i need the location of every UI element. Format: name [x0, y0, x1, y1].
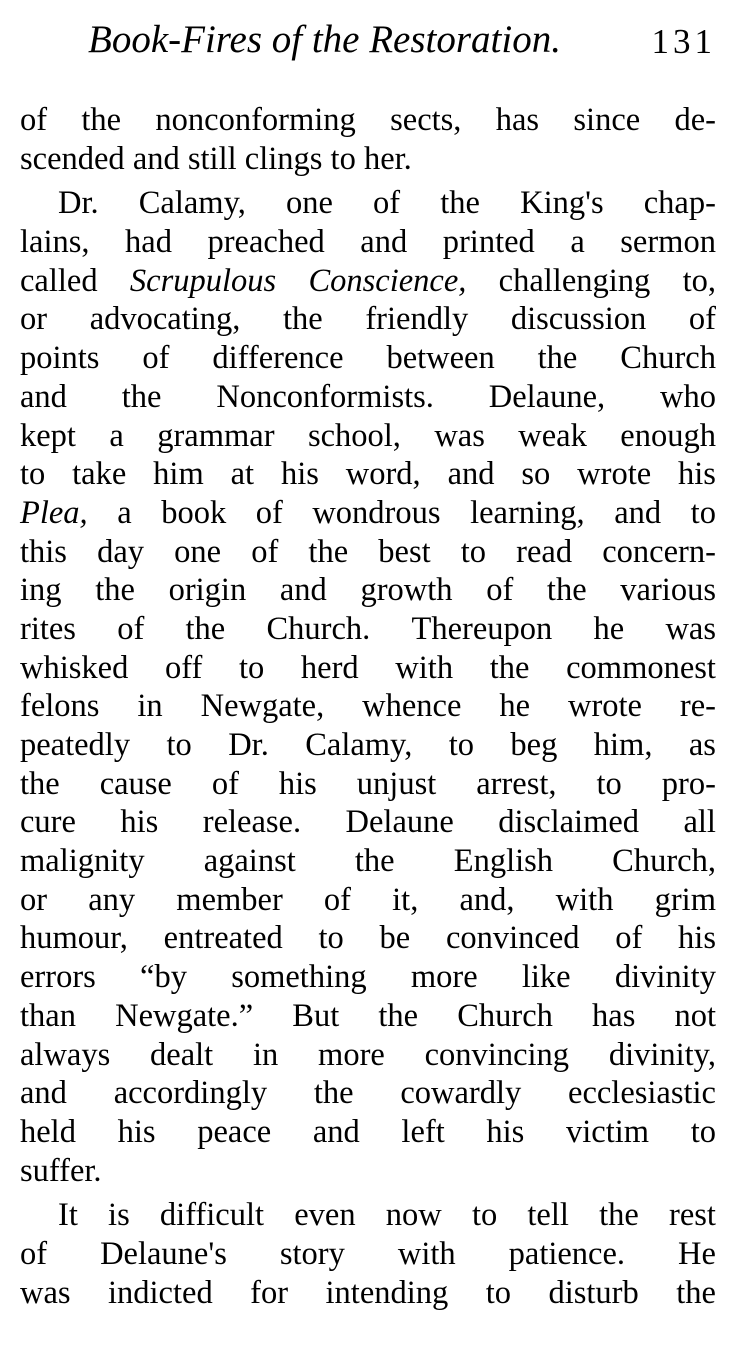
word: grammar: [157, 417, 275, 454]
word: Newgate,: [200, 688, 325, 725]
word: any: [88, 881, 136, 918]
word: convinced: [445, 920, 580, 957]
word: him,: [593, 727, 653, 763]
word: was: [434, 417, 485, 454]
word: difficult: [159, 1197, 265, 1234]
word: his: [278, 765, 317, 802]
word: one: [174, 533, 222, 570]
text-line: [20, 1235, 716, 1274]
word: best: [378, 533, 431, 570]
word: read: [516, 533, 573, 570]
word: has: [495, 102, 540, 138]
word: against: [203, 843, 296, 880]
word: of: [20, 102, 48, 138]
word: in: [252, 1036, 279, 1073]
word: the: [313, 1075, 354, 1112]
word: for: [250, 1274, 289, 1311]
text-line: [20, 101, 716, 140]
word: the: [20, 765, 60, 802]
paragraph: [20, 184, 716, 1190]
word: a: [570, 224, 585, 261]
text-line: [20, 378, 716, 417]
word: humour,: [20, 920, 128, 957]
word: and: [360, 224, 408, 261]
word: ecclesiastic: [568, 1075, 716, 1112]
word: of: [255, 494, 283, 531]
text-line: [20, 417, 716, 456]
word: always: [20, 1036, 111, 1073]
word: to: [596, 765, 622, 802]
word: to: [166, 727, 192, 763]
word: de-: [674, 102, 716, 138]
word: grim: [654, 881, 716, 918]
word: in: [137, 688, 163, 725]
word: to: [20, 456, 46, 493]
word: was: [20, 1274, 71, 1311]
text-line: [20, 803, 716, 842]
word: his: [678, 456, 716, 493]
word: tell: [527, 1197, 569, 1234]
word: to,: [682, 262, 716, 299]
word: be: [379, 920, 411, 957]
word: whisked: [20, 649, 129, 686]
word: Scrupulous: [129, 262, 277, 299]
word: the: [537, 340, 578, 377]
text-line: [20, 765, 716, 804]
word: the: [185, 610, 226, 647]
word: suffer.: [20, 1152, 102, 1189]
word: to: [448, 727, 475, 763]
word: indicted: [108, 1274, 213, 1311]
word: Newgate.”: [115, 997, 254, 1034]
word: enough: [620, 417, 716, 454]
word: various: [620, 572, 716, 609]
word: a: [109, 417, 124, 454]
word: who: [660, 378, 716, 415]
word: member: [176, 881, 283, 918]
word: of: [142, 340, 170, 377]
word: still: [187, 140, 237, 177]
word: sects,: [390, 102, 462, 138]
word: the: [599, 1197, 639, 1234]
word: and: [447, 456, 495, 493]
word: beg: [510, 727, 558, 763]
text-line: [20, 184, 716, 223]
word: rest: [669, 1197, 716, 1234]
text-line: [20, 1274, 716, 1313]
text-line: [20, 455, 716, 494]
word: than: [20, 997, 76, 1034]
word: friendly: [365, 301, 469, 338]
word: to: [471, 1197, 498, 1234]
word: word,: [345, 456, 421, 493]
text-line: [20, 958, 716, 997]
word: of: [251, 533, 279, 570]
word: concern-: [602, 533, 716, 570]
word: divinity: [614, 959, 716, 996]
word: herd: [300, 649, 359, 686]
word: book: [161, 494, 227, 531]
word: the: [676, 1274, 716, 1311]
word: cure: [20, 804, 76, 841]
word: more: [410, 959, 478, 996]
word: accordingly: [113, 1075, 268, 1112]
word: Delaune's: [100, 1235, 227, 1272]
word: peace: [197, 1113, 272, 1150]
text-line: [20, 842, 716, 881]
word: and: [279, 572, 327, 609]
word: like: [521, 959, 571, 996]
word: even: [294, 1197, 356, 1234]
word: and: [312, 1113, 360, 1150]
word: Plea,: [20, 494, 88, 531]
word: school,: [307, 417, 401, 454]
word: points: [20, 340, 100, 377]
word: learning,: [470, 494, 585, 531]
word: victim: [565, 1113, 650, 1150]
word: with: [395, 649, 454, 686]
page-number: 131: [651, 22, 716, 61]
text-line: [20, 140, 716, 179]
word: kept: [20, 417, 76, 454]
word: to: [460, 533, 487, 570]
word: Church: [457, 997, 553, 1034]
word: the: [354, 843, 395, 880]
word: advocating,: [89, 301, 241, 338]
word: ing: [20, 572, 62, 609]
word: his: [120, 804, 159, 841]
word: convincing: [424, 1036, 570, 1073]
text-line: [20, 262, 716, 301]
word: and: [20, 378, 67, 415]
word: one: [285, 185, 333, 222]
word: so: [521, 456, 551, 493]
word: Church.: [266, 610, 371, 647]
word: challenging: [498, 262, 651, 299]
word: or: [20, 881, 48, 918]
word: his: [280, 456, 319, 493]
word: and: [20, 1075, 67, 1112]
word: scended: [20, 140, 125, 177]
word: Dr.: [58, 185, 99, 222]
word: to: [690, 1113, 716, 1150]
word: something: [231, 959, 367, 996]
word: more: [318, 1036, 385, 1073]
word: printed: [442, 224, 535, 261]
word: of: [373, 185, 401, 222]
text-line: [20, 223, 716, 262]
word: of: [211, 765, 239, 802]
word: his: [486, 1113, 525, 1150]
word: this: [20, 533, 67, 570]
word: left: [401, 1113, 445, 1150]
word: his: [117, 1113, 156, 1150]
word: with: [555, 881, 614, 918]
word: difference: [212, 340, 344, 377]
word: has: [592, 997, 636, 1034]
word: patience.: [508, 1235, 626, 1272]
word: and: [614, 494, 662, 531]
word: entreated: [163, 920, 283, 957]
word: at: [230, 456, 255, 493]
word: the: [121, 378, 162, 415]
word: English: [453, 843, 554, 880]
word: her.: [363, 140, 412, 177]
text-line: [20, 339, 716, 378]
word: to: [330, 140, 356, 177]
word: He: [678, 1235, 716, 1272]
word: preached: [207, 224, 325, 261]
text-line: [20, 726, 716, 765]
word: day: [97, 533, 145, 570]
word: to: [690, 494, 716, 531]
word: origin: [168, 572, 247, 609]
word: Delaune: [345, 804, 454, 841]
word: held: [20, 1113, 76, 1150]
word: the: [378, 997, 419, 1034]
word: disclaimed: [498, 804, 640, 841]
word: malignity: [20, 843, 145, 880]
word: clings: [244, 140, 323, 177]
text-line: [20, 533, 716, 572]
word: It: [58, 1197, 78, 1234]
word: story: [279, 1235, 345, 1272]
word: a: [117, 494, 132, 531]
word: weak: [518, 417, 587, 454]
word: the: [95, 572, 135, 609]
word: not: [674, 997, 716, 1034]
word: Calamy,: [138, 185, 246, 222]
word: disturb: [548, 1274, 639, 1311]
text-line: [20, 1152, 716, 1191]
word: the: [81, 102, 122, 138]
word: “by: [140, 959, 187, 996]
paragraph: [20, 101, 716, 178]
word: now: [385, 1197, 442, 1234]
text-line: [20, 300, 716, 339]
word: of: [688, 301, 716, 338]
word: to: [238, 649, 265, 686]
word: But: [292, 997, 340, 1034]
word: Church,: [612, 843, 716, 880]
word: the: [489, 649, 530, 686]
word: rites: [20, 610, 76, 647]
word: whence: [362, 688, 462, 725]
word: wrote: [567, 688, 642, 725]
text-line: [20, 919, 716, 958]
word: since: [573, 102, 641, 138]
word: he: [593, 610, 625, 647]
word: between: [386, 340, 495, 377]
text-line: [20, 1074, 716, 1113]
text-line: [20, 881, 716, 920]
word: dealt: [150, 1036, 214, 1073]
word: errors: [20, 959, 96, 996]
text-line: [20, 1113, 716, 1152]
word: lains,: [20, 224, 90, 261]
word: to: [318, 920, 344, 957]
word: Thereupon: [411, 610, 553, 647]
text-line: [20, 687, 716, 726]
text-line: [20, 1196, 716, 1235]
word: all: [683, 804, 716, 841]
word: the: [546, 572, 587, 609]
text-line: [20, 1036, 716, 1075]
word: with: [397, 1235, 456, 1272]
word: is: [108, 1197, 130, 1234]
word: divinity,: [608, 1036, 716, 1073]
word: Nonconformists.: [216, 378, 434, 415]
running-title: Book-Fires of the Restoration.: [88, 18, 561, 61]
word: cowardly: [400, 1075, 522, 1112]
word: discussion: [510, 301, 647, 338]
word: Church: [620, 340, 716, 377]
word: nonconforming: [155, 102, 356, 138]
paragraph: [20, 1196, 716, 1312]
word: Dr.: [228, 727, 269, 763]
word: of: [615, 920, 643, 957]
word: and,: [459, 881, 515, 918]
word: off: [164, 649, 203, 686]
word: arrest,: [476, 765, 557, 802]
word: Delaune,: [488, 378, 606, 415]
word: peatedly: [20, 727, 131, 763]
word: the: [283, 301, 323, 338]
text-line: [20, 571, 716, 610]
word: growth: [360, 572, 453, 609]
word: or: [20, 301, 48, 338]
word: release.: [202, 804, 302, 841]
word: of: [117, 610, 145, 647]
word: commonest: [566, 649, 716, 686]
word: and: [132, 140, 180, 177]
word: him: [153, 456, 204, 493]
word: of: [20, 1235, 48, 1272]
word: take: [72, 456, 127, 493]
word: had: [125, 224, 172, 261]
text-line: [20, 494, 716, 533]
word: Conscience,: [308, 262, 467, 299]
body-text: [20, 101, 716, 1312]
word: pro-: [661, 765, 716, 802]
word: re-: [679, 688, 716, 725]
text-line: [20, 649, 716, 688]
word: King's: [520, 185, 604, 222]
word: intending: [325, 1274, 449, 1311]
word: was: [665, 610, 716, 647]
word: cause: [99, 765, 172, 802]
word: called: [20, 262, 98, 299]
text-line: [20, 610, 716, 649]
word: he: [499, 688, 531, 725]
word: sermon: [620, 224, 716, 261]
word: felons: [20, 688, 100, 725]
word: it,: [392, 881, 419, 918]
text-line: [20, 997, 716, 1036]
word: to: [485, 1274, 512, 1311]
word: wondrous: [312, 494, 441, 531]
word: as: [688, 727, 716, 763]
word: of: [486, 572, 514, 609]
word: of: [323, 881, 351, 918]
word: the: [308, 533, 349, 570]
page-header: [80, 14, 718, 66]
word: his: [678, 920, 716, 957]
word: Calamy,: [305, 727, 413, 763]
word: wrote: [577, 456, 652, 493]
word: the: [440, 185, 480, 222]
word: unjust: [356, 765, 437, 802]
word: chap-: [643, 185, 716, 222]
